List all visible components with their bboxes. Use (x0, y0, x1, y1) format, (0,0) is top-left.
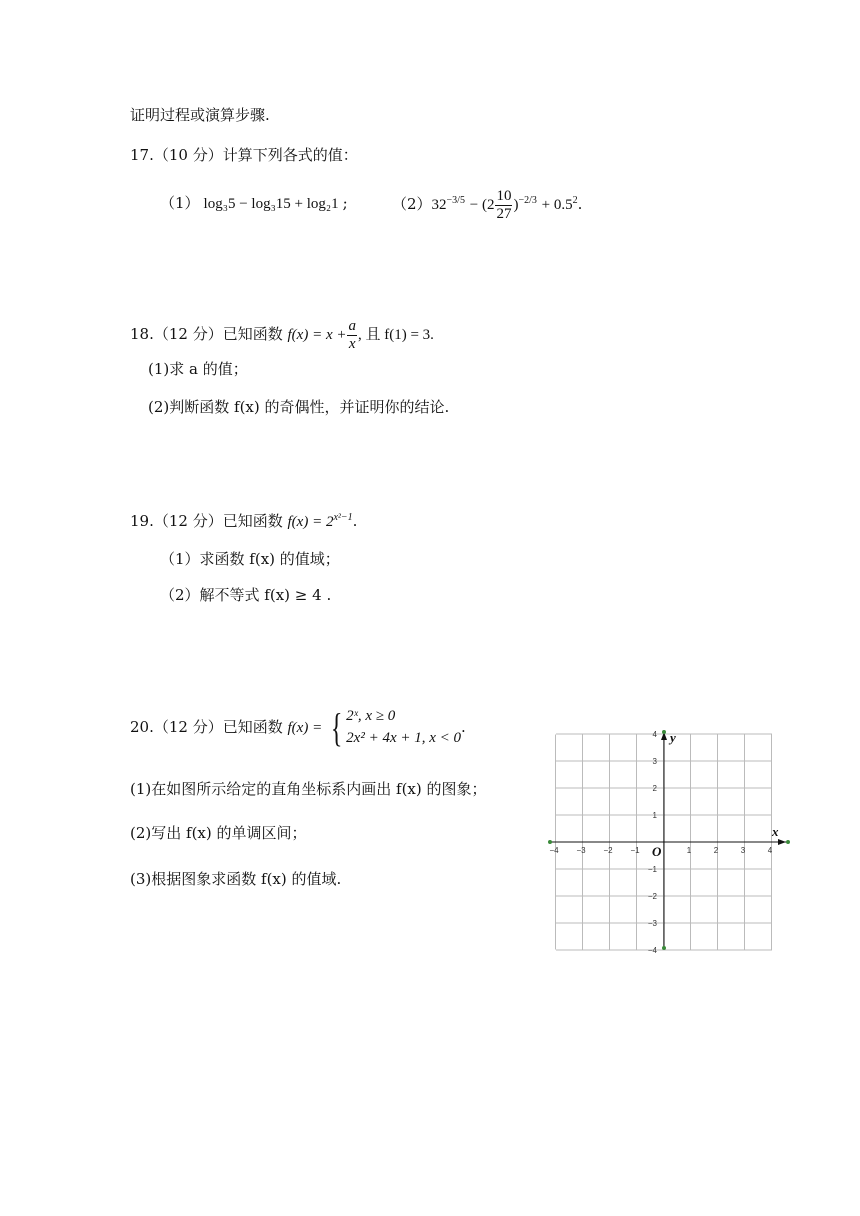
y-tick-label: 3 (652, 757, 657, 766)
q18-fraction (347, 318, 357, 352)
q19-end: . (352, 512, 358, 530)
intro-line: 证明过程或演算步骤. (130, 106, 270, 124)
q17-part2-base: 32 (431, 197, 447, 213)
q18-sub1: (1)求 a 的值； (148, 360, 248, 378)
q20-cases (346, 706, 461, 750)
q20-head-text: 20.（12 分）已知函数 (130, 717, 283, 736)
q17-part1 (160, 196, 348, 212)
q20-sub3: (3)根据图象求函数 f(x) 的值域. (130, 870, 342, 888)
y-tick-label: −4 (647, 946, 657, 955)
x-tick-label: −2 (603, 846, 613, 855)
q20-case2: 2x² + 4x + 1, x < 0 (346, 729, 462, 746)
q20-case1: 2ˣ, x ≥ 0 (346, 708, 396, 724)
q17-part2-mid: − (2 (469, 197, 495, 213)
q17-part2-exp1: −3/5 (446, 195, 465, 206)
x-axis-arrow (778, 839, 786, 845)
q20-heading (130, 706, 466, 750)
q17-frac-num: 10 (496, 188, 512, 204)
x-tick-label: −4 (549, 846, 559, 855)
y-tick-label: 2 (652, 784, 657, 793)
q19-sub1: （1）求函数 f(x) 的值域； (160, 550, 340, 568)
q20-func: f(x) = (287, 719, 323, 736)
q18-frac-den: x (348, 335, 356, 352)
q17-part2-tail: + 0.5 (541, 197, 573, 213)
x-tick-label: −1 (630, 846, 640, 855)
q17-part2-close: ) (513, 197, 519, 213)
axis-end-point (548, 840, 552, 844)
axis-end-point (662, 946, 666, 950)
coordinate-grid (540, 724, 800, 956)
q18-heading (130, 318, 434, 352)
q17-part2-fraction (495, 188, 512, 222)
origin-label: O (652, 844, 662, 859)
y-tick-label: 1 (652, 811, 657, 820)
axis-end-point (786, 840, 790, 844)
q18-condition: , 且 f(1) = 3. (357, 327, 434, 343)
x-tick-label: 1 (686, 846, 692, 855)
q17-frac-den: 27 (496, 205, 512, 222)
q17-part2 (392, 188, 582, 222)
q18-head-text: 18.（12 分）已知函数 (130, 325, 283, 343)
q17-part1-tail: ; (342, 194, 348, 212)
q19-sub2: （2）解不等式 f(x) ≥ 4 . (160, 586, 332, 604)
q17-part2-exp2: −2/3 (518, 195, 537, 206)
q19-head-text: 19.（12 分）已知函数 (130, 512, 283, 530)
q19-heading (130, 514, 357, 530)
y-axis-label: y (670, 730, 676, 745)
x-axis-label: x (772, 824, 779, 839)
x-tick-label: −3 (576, 846, 586, 855)
y-tick-label: 4 (652, 730, 657, 739)
q18-sub2: (2)判断函数 f(x) 的奇偶性，并证明你的结论. (148, 398, 450, 416)
q20-end: . (461, 717, 466, 736)
q17-heading: 17.（10 分）计算下列各式的值： (130, 146, 358, 164)
q17-part2-end: . (577, 195, 583, 213)
q19-exp: x²−1 (333, 512, 353, 523)
q17-part1-expression: log₃5 − log₃15 + log₂1 (203, 196, 339, 212)
q17-part2-label: （2） (392, 195, 432, 213)
q20-sub1: (1)在如图所示给定的直角坐标系内画出 f(x) 的图象； (130, 780, 487, 798)
x-tick-label: 4 (767, 846, 773, 855)
y-tick-label: −3 (647, 919, 657, 928)
q18-frac-num: a (348, 318, 356, 334)
q18-func: f(x) = x + (287, 327, 347, 343)
q17-part2-tail-exp: 2 (572, 195, 578, 206)
q19-func: f(x) = 2 (287, 514, 334, 530)
y-tick-label: −1 (647, 865, 657, 874)
x-tick-label: 3 (740, 846, 746, 855)
y-tick-label: −2 (647, 892, 657, 901)
axis-end-point (662, 730, 666, 734)
x-tick-label: 2 (713, 846, 719, 855)
q20-brace: { (330, 704, 343, 750)
q20-sub2: (2)写出 f(x) 的单调区间； (130, 824, 307, 842)
q17-part1-label: （1） (160, 194, 200, 212)
